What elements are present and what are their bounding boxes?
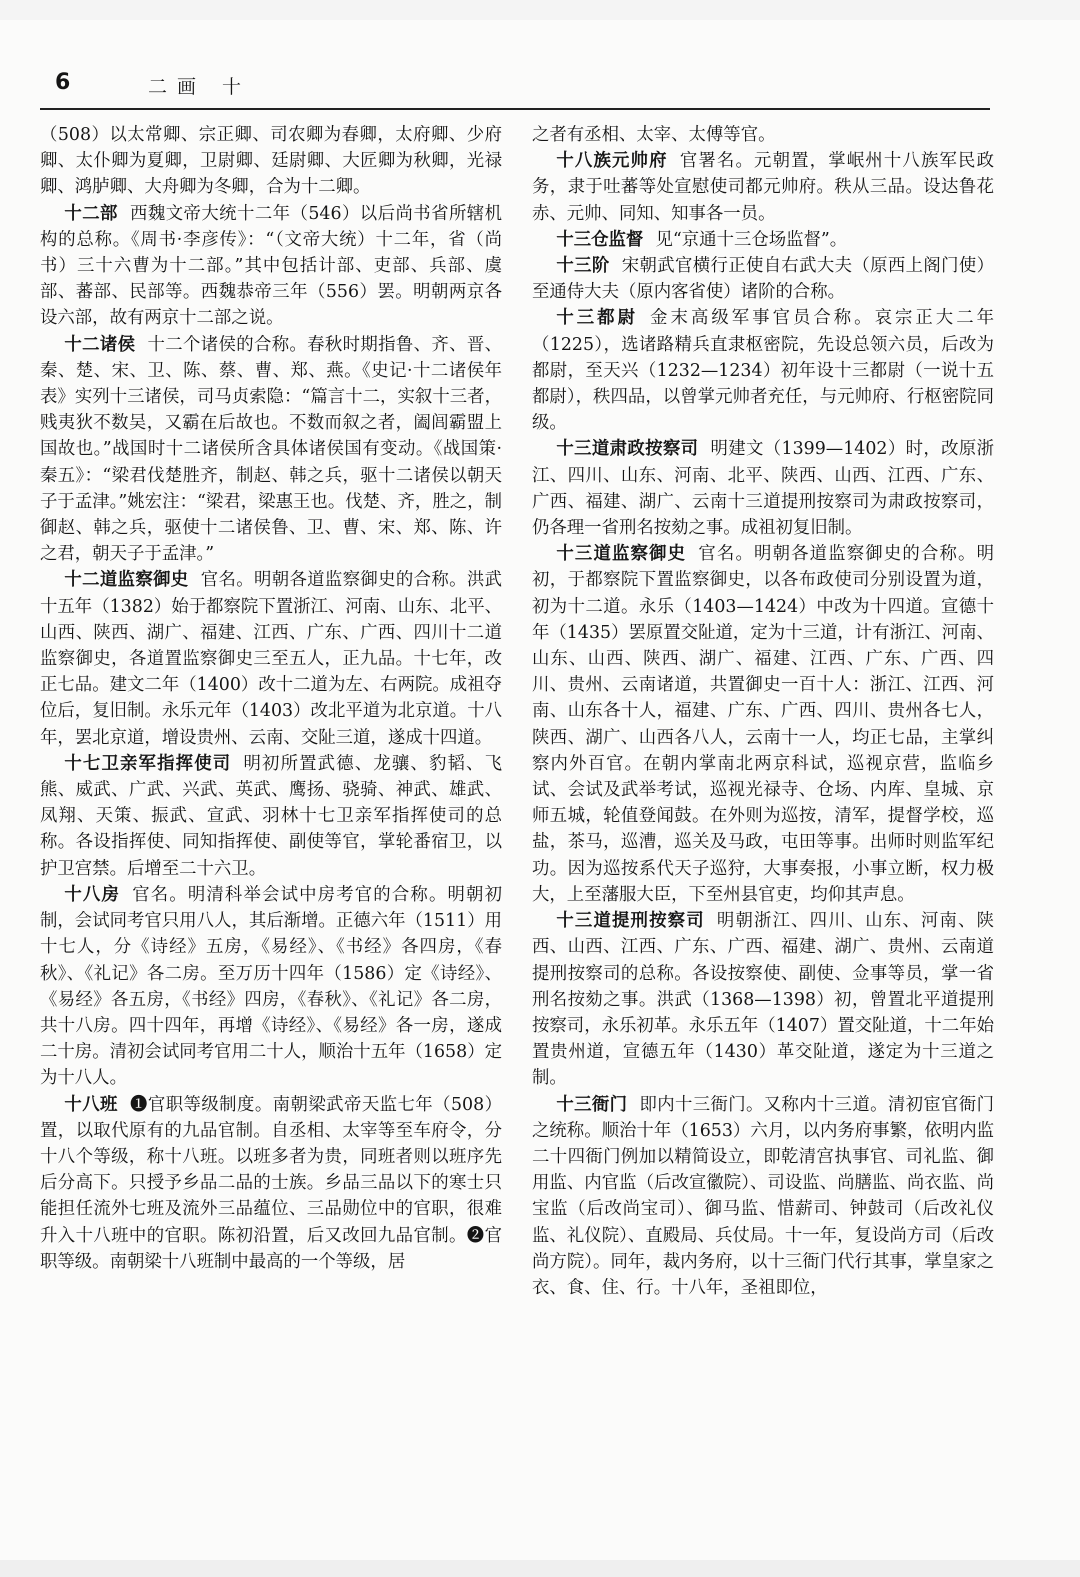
entry-definition: 官署名。元朝置，掌岷州十八族军民政务，隶于吐蕃等处宣慰使司都元帅府。秩从三品。设达鲁花赤、元帅、同知、知事各一员。: [532, 151, 994, 224]
dictionary-entry: [40, 332, 502, 568]
dictionary-entry: [532, 227, 994, 253]
entry-headword: 十三衙门: [556, 1094, 628, 1115]
dictionary-entry: [532, 908, 994, 1091]
entry-headword: 十二诸侯: [64, 334, 136, 355]
entry-definition: 之者有丞相、太宰、太傅等官。: [532, 125, 776, 145]
entry-headword: 十二部: [64, 203, 118, 224]
entry-definition: 西魏文帝大统十二年（546）以后尚书省所辖机构的总称。《周书·李彦传》：“（文帝大统）十二年，省（尚书）三十六曹为十二部。”其中包括计部、吏部、兵部、虞部、蕃部、民部等。西魏恭帝三年（556）罢。明朝两京各设六部，故有两京十二部之说。: [40, 203, 502, 329]
dictionary-entry: [40, 201, 502, 332]
entry-definition: ❶官职等级制度。南朝梁武帝天监七年（508）置，以取代原有的九品官制。自丞相、太宰等至车府令，分十八个等级，称十八班。以班多者为贵，同班者则以班序先后分高下。只授予乡品二品的士族。乡品三品以下的寒士只能担任流外七班及流外三品蕴位、三品勋位中的官职，很难升入十八班中的官职。陈初沿置，后又改回九品官制。❷官职等级。南朝梁十八班制中最高的一个等级，居: [40, 1094, 502, 1272]
entry-headword: 十三仓监督: [556, 229, 644, 250]
dictionary-entry: [532, 436, 994, 541]
entry-headword: 十二道监察御史: [64, 570, 189, 591]
entry-headword: 十八房: [64, 884, 121, 905]
entry-definition: 即内十三衙门。又称内十三道。清初宦官衙门之统称。顺治十年（1653）六月，以内务府事繁，依明内监二十四衙门例加以精简设立，即乾清宫执事官、司礼监、御用监、内官监（后改宣徽院）、司设监、尚膳监、尚衣监、尚宝监（后改尚宝司）、御马监、惜薪司、钟鼓司（后改礼仪监、礼仪院）、直殿局、兵仗局。十一年，复设尚方司（后改尚方院）。同年，裁内务府，以十三衙门代行其事，掌皇家之衣、食、住、行。十八年，圣祖即位，: [532, 1094, 994, 1298]
entry-headword: 十七卫亲军指挥使司: [64, 753, 232, 774]
dictionary-entry: [40, 567, 502, 750]
right-column: [532, 122, 994, 1502]
dictionary-entry: [532, 148, 994, 227]
dictionary-entry: [40, 882, 502, 1092]
entry-definition: 明初所置武德、龙骧、豹韬、飞熊、威武、广武、兴武、英武、鹰扬、骁骑、神武、雄武、凤翔、天策、振武、宣武、羽林十七卫亲军指挥使司的总称。各设指挥使、同知指挥使、副使等官，掌轮番宿卫，以护卫宫禁。后增至二十六卫。: [40, 753, 502, 879]
header-rule: [40, 108, 990, 110]
dictionary-entry: [532, 253, 994, 305]
dictionary-entry: [532, 1092, 994, 1302]
page-number: 6: [55, 70, 71, 95]
entry-definition: 金末高级军事官员合称。哀宗正大二年（1225），选诸路精兵直隶枢密院，先设总领六员，后改为都尉，至天兴（1232—1234）初年设十三都尉（一说十五都尉），秩四品，以曾掌元帅者充任，与元帅府、行枢密院同级。: [532, 308, 994, 434]
section-title: 二画 十: [148, 76, 252, 98]
entry-definition: （508）以太常卿、宗正卿、司农卿为春卿，太府卿、少府卿、太仆卿为夏卿，卫尉卿、廷尉卿、大匠卿为秋卿，光禄卿、鸿胪卿、大舟卿为冬卿，合为十二卿。: [40, 125, 502, 198]
dictionary-entry: [532, 305, 994, 436]
left-column: [40, 122, 502, 1502]
entry-headword: 十三都尉: [556, 308, 638, 329]
entry-headword: 十三阶: [556, 256, 610, 277]
entry-definition: 官名。明朝各道监察御史的合称。洪武十五年（1382）始于都察院下置浙江、河南、山东、北平、山西、陕西、湖广、福建、江西、广东、广西、四川十二道监察御史，各道置监察御史三至五人，正九品。十七年，改正七品。建文二年（1400）改十二道为左、右两院。成祖夺位后，复旧制。永乐元年（1403）改北平道为北京道。十八年，罢北京道，增设贵州、云南、交阯三道，遂成十四道。: [40, 570, 502, 748]
entry-headword: 十八班: [64, 1094, 118, 1115]
entry-definition: 十二个诸侯的合称。春秋时期指鲁、齐、晋、秦、楚、宋、卫、陈、蔡、曹、郑、燕。《史记·十二诸侯年表》实列十三诸侯，司马贞索隐：“篇言十二，实叙十三者，贱夷狄不数吴，又霸在后故也。不数而叙之者，阖闾霸盟上国故也。”战国时十二诸侯所含具体诸侯国有变动。《战国策·秦五》：“梁君伐楚胜齐，制赵、韩之兵，驱十二诸侯以朝天子于孟津。”姚宏注：“梁君，梁惠王也。伐楚、齐，胜之，制御赵、韩之兵，驱使十二诸侯鲁、卫、曹、宋、郑、陈、许之君，朝天子于孟津。”: [40, 334, 502, 565]
dictionary-entry: [40, 751, 502, 882]
entry-definition: 见“京通十三仓场监督”。: [655, 229, 848, 250]
entry-headword: 十三道监察御史: [556, 544, 687, 565]
dictionary-entry: [40, 1092, 502, 1275]
top-margin-strip: [0, 0, 1080, 20]
bottom-margin-strip: [0, 1560, 1080, 1577]
entry-headword: 十三道肃政按察司: [556, 439, 699, 460]
dictionary-entry: [532, 122, 994, 148]
page-header: [40, 68, 990, 104]
entry-definition: 官名。明朝各道监察御史的合称。明初，于都察院下置监察御史，以各布政使司分别设置为道，初为十二道。永乐（1403—1424）中改为十四道。宣德十年（1435）罢原置交阯道，定为十三道，计有浙江、河南、山东、山西、陕西、湖广、福建、江西、广东、广西、四川、贵州、云南诸道，共置御史一百十人：浙江、江西、河南、山东各十人，福建、广东、广西、四川、贵州各七人，陕西、湖广、山西各八人，云南十一人，均正七品，主掌纠察内外百官。在朝内掌南北两京科试，巡视京营，监临乡试、会试及武举考试，巡视光禄寺、仓场、内库、皇城、京师五城，轮值登闻鼓。在外则为巡按，清军，提督学校，巡盐，茶马，巡漕，巡关及马政，屯田等事。出师时则监军纪功。因为巡按系代天子巡狩，大事奏报，小事立断，权力极大，上至藩服大臣，下至州县官吏，均仰其声息。: [532, 544, 994, 905]
entry-definition: 明朝浙江、四川、山东、河南、陕西、山西、江西、广东、广西、福建、湖广、贵州、云南道提刑按察司的总称。各设按察使、副使、佥事等员，掌一省刑名按劾之事。洪武（1368—1398）初，曾置北平道提刑按察司，永乐初革。永乐五年（1407）置交阯道，十二年始置贵州道，宣德五年（1430）革交阯道，遂定为十三道之制。: [532, 911, 994, 1089]
entry-definition: 宋朝武官横行正使自右武大夫（原西上阁门使）至通侍大夫（原内客省使）诸阶的合称。: [532, 256, 994, 303]
entry-headword: 十八族元帅府: [556, 151, 668, 172]
entry-headword: 十三道提刑按察司: [556, 911, 705, 932]
entry-definition: 官名。明清科举会试中房考官的合称。明朝初制，会试同考官只用八人，其后渐增。正德六年（1511）用十七人，分《诗经》五房，《易经》、《书经》各四房，《春秋》、《礼记》各二房。至万历十四年（1586）定《诗经》、《易经》各五房，《书经》四房，《春秋》、《礼记》各二房，共十八房。四十四年，再增《诗经》、《易经》各一房，遂成二十房。清初会试同考官用二十人，顺治十五年（1658）定为十八人。: [40, 884, 502, 1089]
dictionary-entry: [532, 541, 994, 908]
dictionary-entry: [40, 122, 502, 201]
entry-definition: 明建文（1399—1402）时，改原浙江、四川、山东、河南、北平、陕西、山西、江西、广东、广西、福建、湖广、云南十三道提刑按察司为肃政按察司，仍各理一省刑名按劾之事。成祖初复旧制。: [532, 439, 994, 539]
